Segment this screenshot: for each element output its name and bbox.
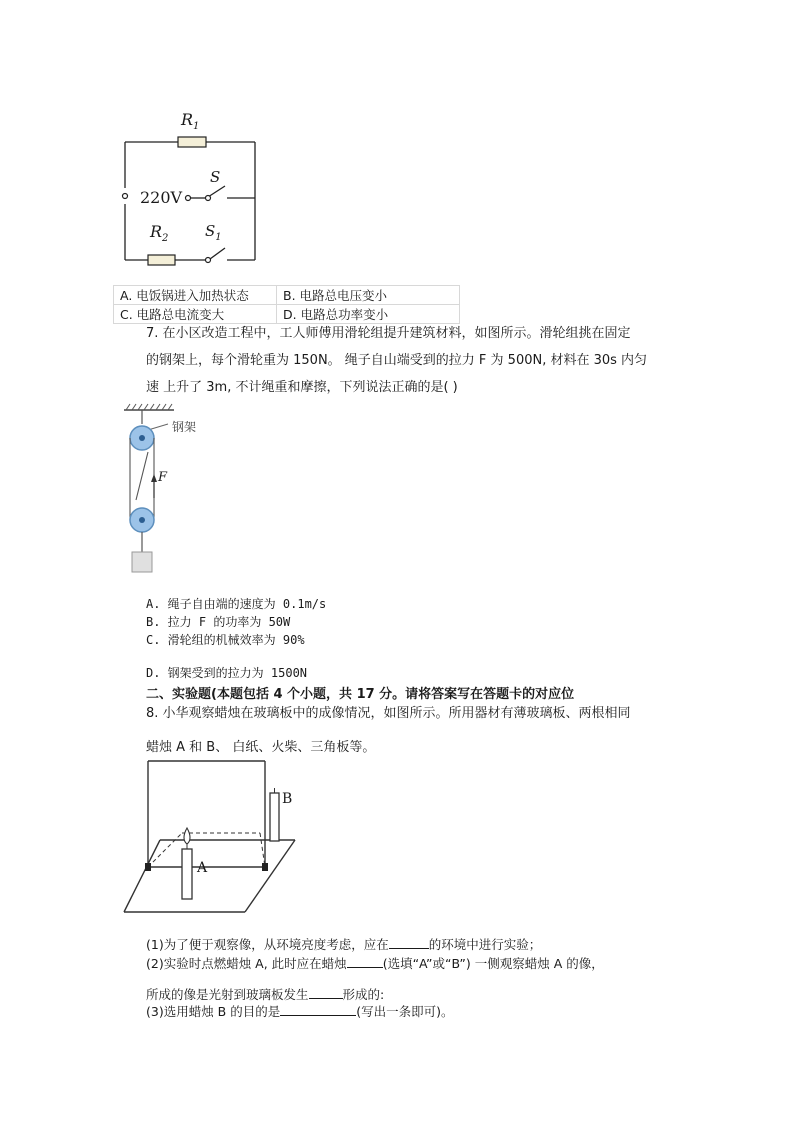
q8-line-2: 蜡烛 A 和 B、 白纸、火柴、三角板等。 <box>146 740 376 755</box>
q7-option-d: D. 钢架受到的拉力为 1500N <box>146 666 308 680</box>
q6-option-a: A. 电饭锅进入加热状态 <box>114 286 277 305</box>
q6-option-d: D. 电路总功率变小 <box>277 305 460 324</box>
q8-line-1: 8. 小华观察蜡烛在玻璃板中的成像情况，如图所示。所用器材有薄玻璃板、两根相同 <box>146 706 631 721</box>
section-heading: 二、实验题(本题包括 4 个小题，共 17 分。请将答案写在答题卡的对应位 <box>146 687 575 702</box>
mirror-experiment-diagram <box>120 755 300 915</box>
q8-sub1: (1)为了便于观察像，从环境亮度考虑，应在 的环境中进行实验； <box>146 937 542 952</box>
answer-blank-2[interactable] <box>347 955 383 968</box>
q8-sub3: (3)选用蜡烛 B 的目的是 (写出一条即可)。 <box>146 1004 454 1019</box>
answer-blank-1[interactable] <box>389 936 429 949</box>
candle-a <box>182 849 192 899</box>
q6-options-table <box>113 285 460 324</box>
force-label: F <box>158 470 168 485</box>
q7-option-a: A. 绳子自由端的速度为 0.1m/s <box>146 597 327 611</box>
r2-label: $R_2$ <box>150 222 169 245</box>
q7-option-b: B. 拉力 F 的功率为 50W <box>146 615 291 629</box>
q7-option-c: C. 滑轮组的机械效率为 90% <box>146 633 305 647</box>
q6-option-b: B. 电路总电压变小 <box>277 286 460 305</box>
load-block <box>132 552 152 572</box>
switch-s1-label: $S_1$ <box>205 222 222 243</box>
voltage-label: 220V <box>140 188 183 207</box>
q8-sub2-line2: 所成的像是光射到玻璃板发生 形成的: <box>146 987 385 1002</box>
r1-label: $R_1$ <box>181 110 200 133</box>
frame-label: 钢架 <box>172 420 197 434</box>
q7-line-3: 速 上升了 3m, 不计绳重和摩擦，下列说法正确的是( ) <box>146 380 458 395</box>
candle-a-label: A <box>197 860 208 876</box>
q7-line-2: 的钢架上，每个滑轮重为 150N。 绳子自山端受到的拉力 F 为 500N, 材料在 30s 内匀 <box>146 353 648 368</box>
answer-blank-3[interactable] <box>309 986 343 999</box>
candle-b-label: B <box>282 791 293 807</box>
candle-b <box>270 793 279 841</box>
switch-s-label: S <box>210 168 221 186</box>
resistor-r2 <box>148 255 175 265</box>
q6-option-c: C. 电路总电流变大 <box>114 305 277 324</box>
q7-line-1: 7. 在小区改造工程中，工人师傅用滑轮组提升建筑材料，如图所示。滑轮组挑在固定 <box>146 326 631 341</box>
q8-sub2: (2)实验时点燃蜡烛 A, 此时应在蜡烛 (选填“A”或“B”) 一侧观察蜡烛 A 的像， <box>146 956 604 971</box>
resistor-r1 <box>178 137 206 147</box>
answer-blank-4[interactable] <box>280 1003 356 1016</box>
